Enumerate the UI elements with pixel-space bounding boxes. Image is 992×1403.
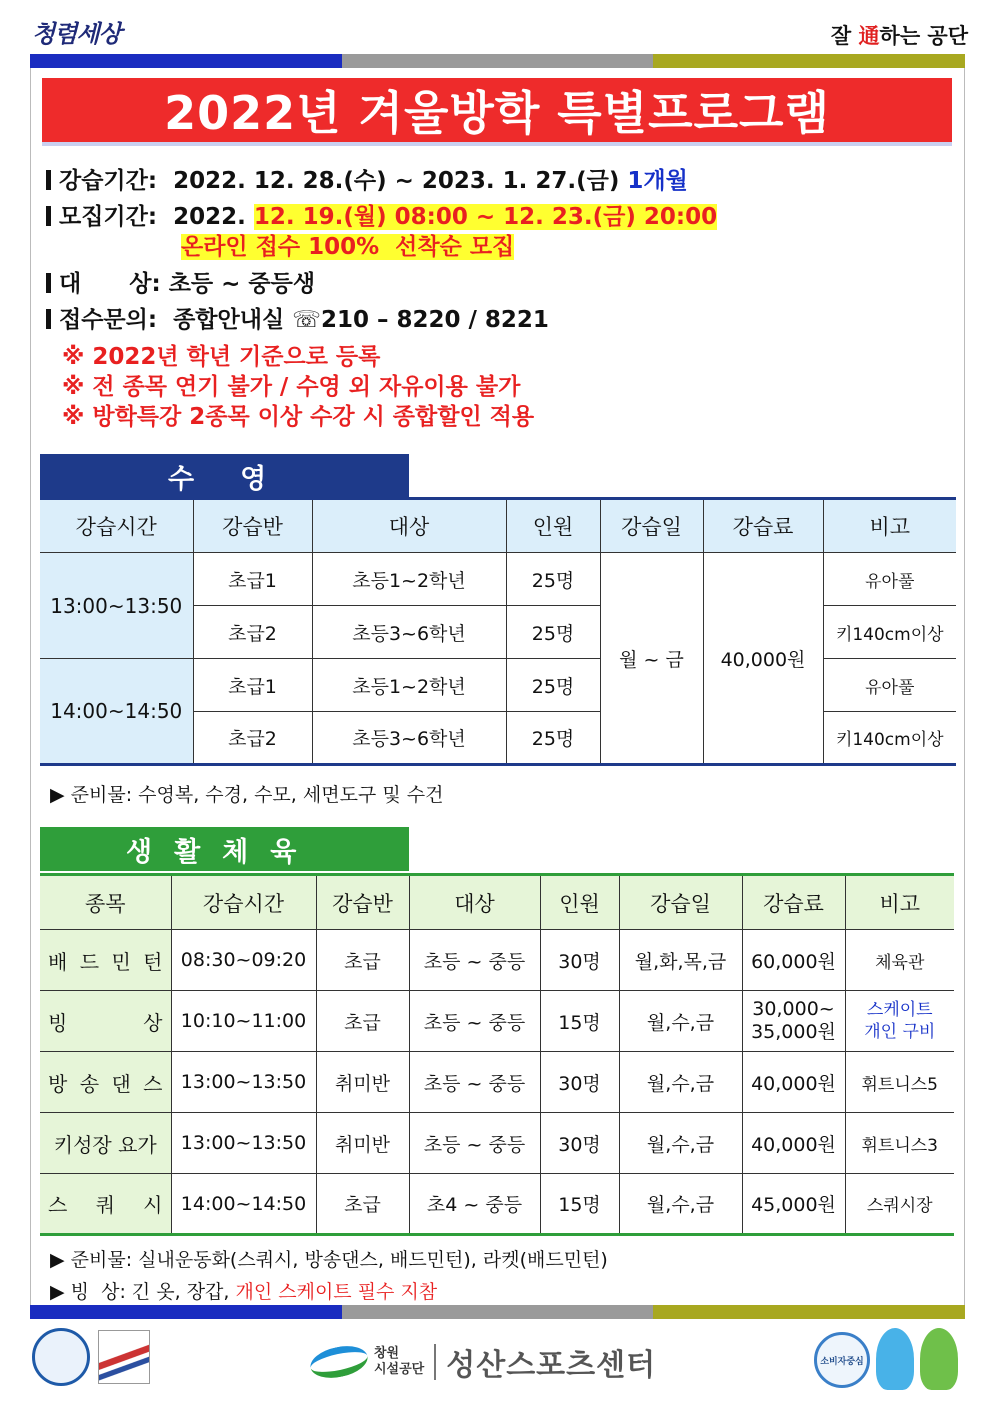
certification-badge-icon — [32, 1328, 90, 1386]
life-count: 30명 — [540, 930, 619, 991]
life-time: 13:00~13:50 — [171, 1052, 316, 1113]
swim-count: 25명 — [506, 659, 600, 712]
top-stripe — [30, 54, 965, 68]
table-row — [40, 1113, 954, 1174]
swim-header: 강습일 — [600, 499, 703, 553]
life-header: 인원 — [540, 875, 619, 930]
swim-prep: ▶ 준비물: 수영복, 수경, 수모, 세면도구 및 수건 — [50, 784, 444, 806]
swim-header-row — [40, 499, 956, 553]
life-sport: 배 드 민 턴 — [40, 930, 171, 991]
life-header: 비고 — [845, 875, 954, 930]
life-fee: 45,000원 — [742, 1174, 845, 1235]
footer — [0, 1320, 992, 1400]
info-recruit-note: 온라인 접수 100% 선착순 모집 — [181, 234, 515, 260]
life-header: 강습일 — [619, 875, 742, 930]
swim-header: 대상 — [312, 499, 506, 553]
table-row — [40, 930, 954, 991]
center-name: 성산스포츠센터 — [446, 1348, 657, 1383]
life-target: 초4 ~ 중등 — [409, 1174, 540, 1235]
life-table — [40, 873, 954, 1236]
table-row — [40, 1174, 954, 1235]
life-class: 취미반 — [316, 1052, 409, 1113]
life-prep-2: ▶ 빙 상: 긴 옷, 장갑, 개인 스케이트 필수 지참 — [50, 1281, 438, 1303]
info-recruit: 모집기간: 2022. 12. 19.(월) 08:00 ~ 12. 23.(금) 20:00 — [46, 198, 717, 231]
swim-target: 초등3~6학년 — [312, 712, 506, 765]
life-fee: 60,000원 — [742, 930, 845, 991]
life-fee: 30,000~ 35,000원 — [742, 991, 845, 1052]
life-header: 강습시간 — [171, 875, 316, 930]
life-days: 월,화,목,금 — [619, 930, 742, 991]
swim-class: 초급1 — [193, 553, 312, 606]
note-1: ※ 2022년 학년 기준으로 등록 — [62, 344, 381, 370]
swim-note: 키140cm이상 — [823, 712, 956, 765]
life-sport: 방 송 댄 스 — [40, 1052, 171, 1113]
life-header: 대상 — [409, 875, 540, 930]
table-row — [40, 553, 956, 606]
life-fee: 40,000원 — [742, 1113, 845, 1174]
life-header: 강습료 — [742, 875, 845, 930]
life-target: 초등 ~ 중등 — [409, 1052, 540, 1113]
life-note: 휘트니스5 — [845, 1052, 954, 1113]
swim-header: 강습반 — [193, 499, 312, 553]
info-period: 강습기간: 2022. 12. 28.(수) ~ 2023. 1. 27.(금) 1개월 — [46, 162, 688, 195]
swim-note: 유아풀 — [823, 659, 956, 712]
life-class: 초급 — [316, 930, 409, 991]
swim-count: 25명 — [506, 553, 600, 606]
swim-note: 키140cm이상 — [823, 606, 956, 659]
table-row — [40, 991, 954, 1052]
swim-header: 강습시간 — [40, 499, 193, 553]
life-days: 월,수,금 — [619, 1174, 742, 1235]
life-days: 월,수,금 — [619, 991, 742, 1052]
swim-target: 초등1~2학년 — [312, 553, 506, 606]
bottom-stripe — [30, 1305, 965, 1319]
life-count: 30명 — [540, 1052, 619, 1113]
life-count: 15명 — [540, 991, 619, 1052]
swim-fee: 40,000원 — [703, 553, 823, 765]
life-target: 초등 ~ 중등 — [409, 1113, 540, 1174]
life-note: 체육관 — [845, 930, 954, 991]
life-days: 월,수,금 — [619, 1052, 742, 1113]
life-time: 08:30~09:20 — [171, 930, 316, 991]
life-time: 10:10~11:00 — [171, 991, 316, 1052]
mascot-blue-icon — [876, 1328, 914, 1390]
note-2: ※ 전 종목 연기 불가 / 수영 외 자유이용 불가 — [62, 374, 521, 400]
life-target: 초등 ~ 중등 — [409, 991, 540, 1052]
life-note: 스쿼시장 — [845, 1174, 954, 1235]
corp-name: 창원 시설공단 — [374, 1346, 425, 1377]
swim-target: 초등1~2학년 — [312, 659, 506, 712]
table-row — [40, 1052, 954, 1113]
info-target: 대 상: 초등 ~ 중등생 — [46, 265, 315, 298]
life-count: 15명 — [540, 1174, 619, 1235]
swim-days: 월 ~ 금 — [600, 553, 703, 765]
swim-count: 25명 — [506, 712, 600, 765]
swim-header: 비고 — [823, 499, 956, 553]
swim-target: 초등3~6학년 — [312, 606, 506, 659]
swim-note: 유아풀 — [823, 553, 956, 606]
swim-header: 강습료 — [703, 499, 823, 553]
life-header: 강습반 — [316, 875, 409, 930]
center-logo — [310, 1340, 656, 1384]
swim-tab: 수영 — [40, 454, 409, 498]
integrity-logo: 청렴세상 — [32, 19, 121, 48]
life-class: 취미반 — [316, 1113, 409, 1174]
life-note: 휘트니스3 — [845, 1113, 954, 1174]
life-sport: 빙 상 — [40, 991, 171, 1052]
swim-class: 초급1 — [193, 659, 312, 712]
swim-table — [40, 497, 956, 766]
swim-header: 인원 — [506, 499, 600, 553]
life-note: 스케이트 개인 구비 — [845, 991, 954, 1052]
life-header: 종목 — [40, 875, 171, 930]
life-sport: 키성장 요가 — [40, 1113, 171, 1174]
life-class: 초급 — [316, 1174, 409, 1235]
life-count: 30명 — [540, 1113, 619, 1174]
ccm-label: 소비자중심 — [820, 1357, 864, 1367]
swim-time: 14:00~14:50 — [40, 659, 193, 765]
mascot-green-icon — [920, 1328, 958, 1390]
life-header-row — [40, 875, 954, 930]
swim-class: 초급2 — [193, 606, 312, 659]
life-fee: 40,000원 — [742, 1052, 845, 1113]
life-class: 초급 — [316, 991, 409, 1052]
top-bar — [0, 0, 992, 55]
corp-swoosh-icon — [308, 1341, 371, 1382]
page-title: 2022년 겨울방학 특별프로그램 — [164, 86, 830, 140]
title-banner — [42, 78, 952, 146]
swim-count: 25명 — [506, 606, 600, 659]
swim-time: 13:00~13:50 — [40, 553, 193, 659]
life-time: 13:00~13:50 — [171, 1113, 316, 1174]
life-prep-1: ▶ 준비물: 실내운동화(스쿼시, 방송댄스, 배드민턴), 라켓(배드민턴) — [50, 1249, 608, 1271]
slogan: 잘 通하는 공단 — [830, 24, 968, 48]
life-sport: 스 쿼 시 — [40, 1174, 171, 1235]
info-contact: 접수문의: 종합안내실 ☏210 – 8220 / 8221 — [46, 301, 549, 334]
life-target: 초등 ~ 중등 — [409, 930, 540, 991]
life-days: 월,수,금 — [619, 1113, 742, 1174]
swim-class: 초급2 — [193, 712, 312, 765]
life-tab: 생활체육 — [40, 827, 409, 871]
note-3: ※ 방학특강 2종목 이상 수강 시 종합할인 적용 — [62, 404, 535, 430]
certificate-flag-icon — [98, 1330, 150, 1384]
life-time: 14:00~14:50 — [171, 1174, 316, 1235]
